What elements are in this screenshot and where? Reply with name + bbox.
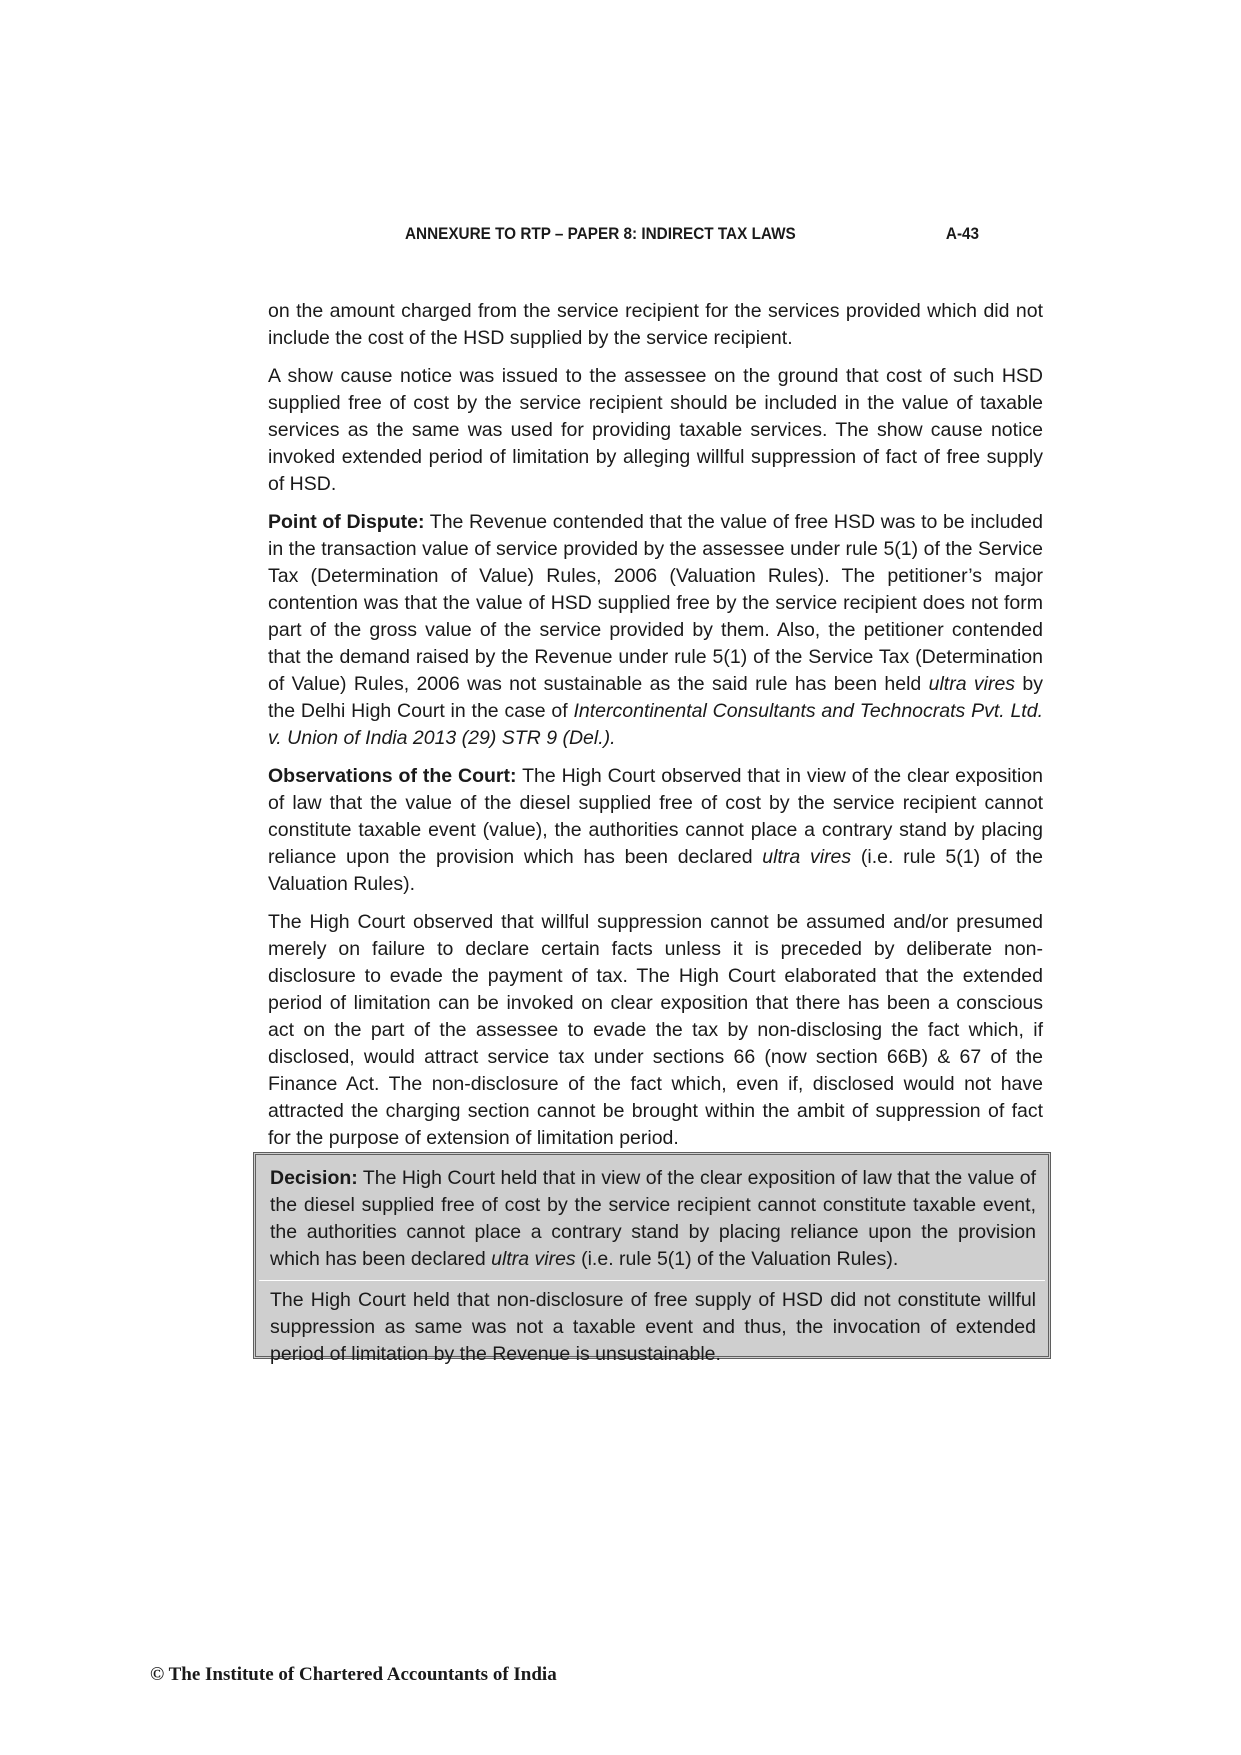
paragraph-willful-suppression: The High Court observed that willful suppression cannot be assumed and/or presumed merely on failure to declare certain facts unless it is preceded by deliberate non-disclosure to evade the payment of tax. The High Court elaborated that the extended period of limitation can be invoked on clear exposition that there has been a conscious act on the part of the assessee to evade the tax by non-disclosing the fact which, if disclosed, would attract service tax under sections 66 (now section 66B) & 67 of the Finance Act. The non-disclosure of the fact which, even if, disclosed would not have attracted the charging section cannot be brought within the ambit of suppression of fact for the purpose of extension of limitation period. <box>268 911 1043 1149</box>
decision-paragraph-2: The High Court held that non-disclosure of free supply of HSD did not constitute willful suppression as same was not a taxable event and thus, the invocation of extended period of limitation by the Revenue is unsustainable. <box>270 1289 1036 1365</box>
decision-text-b: (i.e. rule 5(1) of the Valuation Rules). <box>575 1248 899 1270</box>
observations-label: Observations of the Court: <box>268 765 517 787</box>
page-number: A-43 <box>945 224 980 243</box>
point-of-dispute-label: Point of Dispute: <box>268 511 425 533</box>
ultra-vires-term: ultra vires <box>928 673 1016 695</box>
paragraph-continuation: on the amount charged from the service recipient for the services provided which did not include the cost of the HSD supplied by the service recipient. <box>268 300 1043 349</box>
footer-copyright: © The Institute of Chartered Accountants of India <box>150 1664 557 1685</box>
point-of-dispute-text-a: The Revenue contended that the value of free HSD was to be included in the transaction value of service provided by the assessee under rule 5(1) of the Service Tax (Determination of Value) Rules, 2006 (Valuation Rules). The petitioner’s major contention was that the value of HSD supplied free by the service recipient does not form part of the gross value of the service provided by them. Also, the petitioner contended that the demand raised by the Revenue under rule 5(1) of the Service Tax (Determination of Value) Rules, 2006 was not sustainable as the said rule has been held <box>268 511 1043 695</box>
header-title: ANNEXURE TO RTP – PAPER 8: INDIRECT TAX LAWS <box>405 224 796 243</box>
ultra-vires-term: ultra vires <box>491 1248 576 1270</box>
decision-paragraph <box>270 1165 1036 1273</box>
paragraph-point-of-dispute <box>268 509 1043 752</box>
decision-box <box>253 1152 1051 1365</box>
decision-text-a: The High Court held that in view of the clear exposition of law that the value of the diesel supplied free of cost by the service recipient cannot constitute taxable event, the authorities cannot place a contrary stand by placing reliance upon the provision which has been declared <box>270 1167 1036 1270</box>
paragraph-observations <box>268 763 1043 898</box>
body-content <box>268 298 1043 1152</box>
observations-text-b: (i.e. rule 5(1) of the Valuation Rules). <box>268 846 1043 895</box>
decision-divider <box>259 1280 1045 1281</box>
point-of-dispute-text-b: by the Delhi High Court in the case of <box>268 673 1043 722</box>
ultra-vires-term: ultra vires <box>762 846 852 868</box>
page-header <box>405 224 981 250</box>
paragraph-show-cause-notice: A show cause notice was issued to the assessee on the ground that cost of such HSD supplied free of cost by the service recipient should be included in the value of taxable services as the same was used for providing taxable services. The show cause notice invoked extended period of limitation by alleging willful suppression of fact of free supply of HSD. <box>268 365 1043 495</box>
observations-text-a: The High Court observed that in view of the clear exposition of law that the value of the diesel supplied free of cost by the service recipient cannot constitute taxable event (value), the authorities cannot place a contrary stand by placing reliance upon the provision which has been declared <box>268 765 1043 868</box>
decision-label: Decision: <box>270 1167 358 1189</box>
case-citation: Intercontinental Consultants and Technocrats Pvt. Ltd. v. Union of India 2013 (29) STR 9 (Del.). <box>268 700 1043 749</box>
